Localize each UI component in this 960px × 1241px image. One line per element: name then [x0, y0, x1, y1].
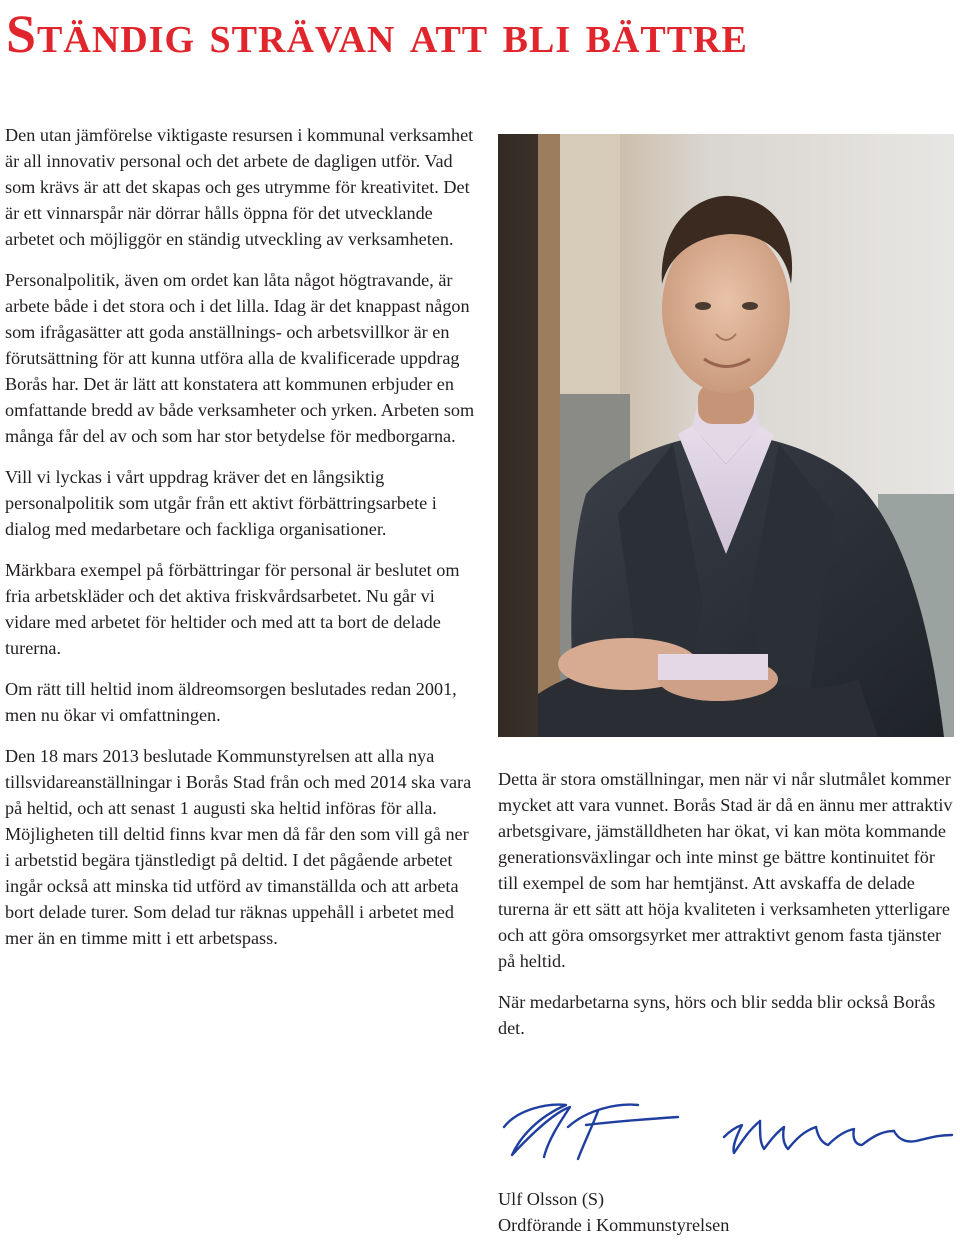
paragraph: Den 18 mars 2013 beslutade Kommunstyrelsen att alla nya tillsvidareanställningar i Borås Stad från och med 2014 ska vara på heltid, och att senast 1 augusti ska heltid införas för alla. Möjligheten till deltid finns kvar men då får den som vill gå ner i arbetstid begära tjänstledigt på deltid. I det pågående arbetet ingår också att minska tid utförd av timanställda och att arbeta bort delade turer. Som delad tur räknas uppehåll i arbetet med mer än en timme mitt i ett arbetspass. — [5, 746, 472, 948]
paragraph: Den utan jämförelse viktigaste resursen i kommunal verksamhet är all innovativ personal och det arbete de dagligen utför. Vad som krävs är att det skapas och ges utrymme för kreativitet. Det är ett vinnarspår när dörrar hålls öppna för det utvecklande arbetet och möjliggör en ständig utveckling av verksamheten. — [5, 125, 474, 249]
signatory-name: Ulf Olsson (S) — [498, 1189, 605, 1209]
paragraph: Vill vi lyckas i vårt uppdrag kräver det en långsiktig personalpolitik som utgår från ett aktivt förbättringsarbete i dialog med medarbetare och fackliga organisationer. — [5, 467, 437, 539]
paragraph: Personalpolitik, även om ordet kan låta något högtravande, är arbete både i det stora och i det lilla. Idag är det knappast någon som ifrågasätter att goda anställnings- och arbetsvillkor är en förutsättning för att kunna utföra alla de kvalificerade uppdrag Borås har. Det är lätt att konstatera att kommunen erbjuder en omfattande bredd av både verksamheter och yrken. Arbeten som många får del av och som har stor betydelse för medborgarna. — [5, 270, 475, 446]
page-headline: Ständig strävan att bli bättre — [6, 4, 748, 64]
signatory-block — [498, 1186, 953, 1238]
handwritten-signature — [498, 1097, 958, 1169]
paragraph: Märkbara exempel på förbättringar för personal är beslutet om fria arbetskläder och det aktiva friskvårdsarbetet. Nu går vi vidare med arbetet för heltider och med att ta bort de delade turerna. — [5, 560, 460, 658]
paragraph: När medarbetarna syns, hörs och blir sedda blir också Borås det. — [498, 992, 936, 1038]
signatory-role: Ordförande i Kommunstyrelsen — [498, 1215, 730, 1235]
paragraph: Detta är stora omställningar, men när vi når slutmålet kommer mycket att vara vunnet. Borås Stad är då en ännu mer attraktiv arbetsgivare, jämställdheten har ökat, vi kan möta kommande generationsväxlingar och inte minst ge bättre kontinuitet för till exempel de som har hemtjänst. Att avskaffa de delade turerna är ett sätt att höja kvaliteten i verksamheten ytterligare och att göra omsorgsyrket mer attraktivt genom fasta tjänster på heltid. — [498, 769, 953, 971]
right-text-column — [498, 766, 953, 1056]
portrait-photo — [498, 134, 954, 737]
paragraph: Om rätt till heltid inom äldreomsorgen beslutades redan 2001, men nu ökar vi omfattningen. — [5, 679, 457, 725]
left-text-column — [5, 122, 475, 966]
